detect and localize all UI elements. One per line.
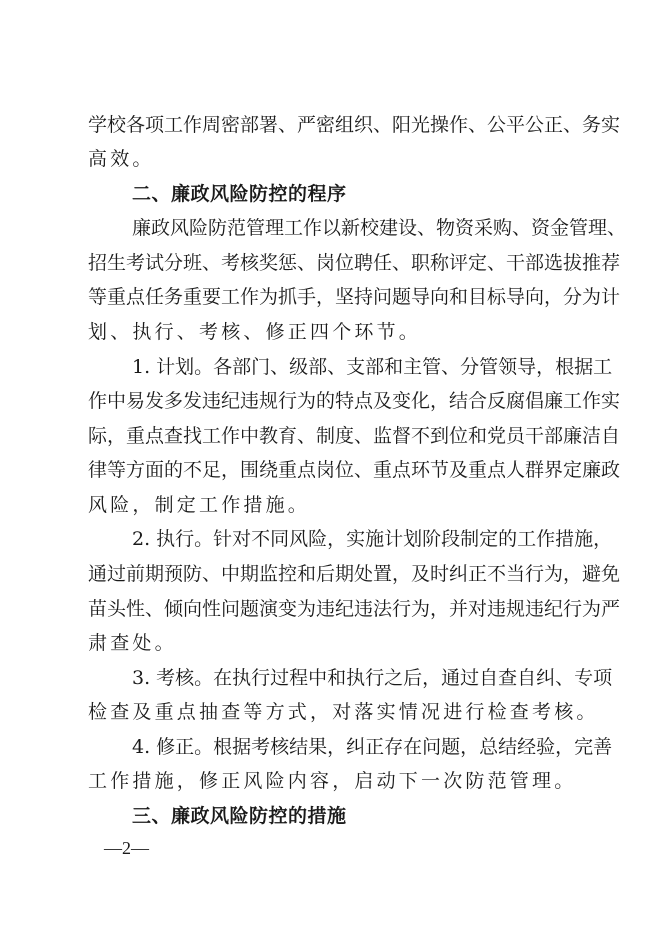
paragraph-line: 划、执行、考核、修正四个环节。: [88, 321, 422, 343]
paragraph-line: 肃查处。: [88, 632, 177, 654]
paragraph-line: 通过前期预防、中期监控和后期处置，及时纠正不当行为，避免: [88, 563, 621, 585]
paragraph-line: 检查及重点抽查等方式，对落实情况进行检查考核。: [88, 701, 599, 723]
item-assess-line: 3. 考核。在执行过程中和执行之后，通过自查自纠、专项: [132, 667, 613, 689]
paragraph-line: 等重点任务重要工作为抓手，坚持问题导向和目标导向，分为计: [88, 286, 621, 308]
paragraph-line: 招生考试分班、考核奖惩、岗位聘任、职称评定、干部选拔推荐: [88, 252, 621, 274]
section-heading-measures: 三、廉政风险防控的措施: [132, 805, 347, 827]
paragraph-line: 廉政风险防范管理工作以新校建设、物资采购、资金管理、: [132, 217, 627, 239]
page-number: —2—: [104, 838, 149, 858]
paragraph-line: 际，重点查找工作中教育、制度、监督不到位和党员干部廉洁自: [88, 425, 621, 447]
paragraph-line: 学校各项工作周密部署、严密组织、阳光操作、公平公正、务实: [88, 114, 621, 136]
paragraph-line: 律等方面的不足，围绕重点岗位、重点环节及重点人群界定廉政: [88, 459, 621, 481]
paragraph-line: 苗头性、倾向性问题演变为违纪违法行为，并对违规违纪行为严: [88, 598, 621, 620]
item-revise-line: 4. 修正。根据考核结果，纠正存在问题，总结经验，完善: [132, 736, 613, 758]
paragraph-line: 作中易发多发违纪违规行为的特点及变化，结合反腐倡廉工作实: [88, 390, 621, 412]
item-execute-line: 2. 执行。针对不同风险，实施计划阶段制定的工作措施，: [132, 528, 613, 550]
item-plan-line: 1. 计划。各部门、级部、支部和主管、分管领导，根据工: [132, 356, 613, 378]
paragraph-line: 高效。: [88, 148, 155, 170]
paragraph-line: 工作措施，修正风险内容，启动下一次防范管理。: [88, 770, 577, 792]
paragraph-line: 风险，制定工作措施。: [88, 494, 311, 516]
section-heading-procedure: 二、廉政风险防控的程序: [132, 183, 347, 205]
